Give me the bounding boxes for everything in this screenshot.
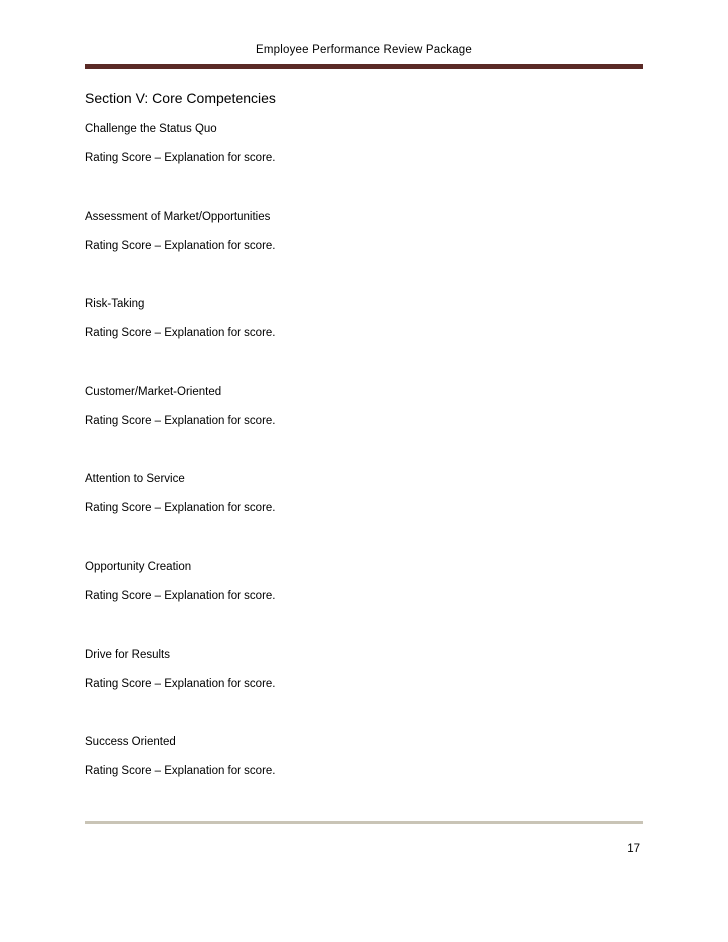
header-title: Employee Performance Review Package: [255, 44, 473, 56]
rating-line: Rating Score – Explanation for score.: [85, 239, 276, 252]
competency-item: [85, 386, 645, 474]
competency-name: Success Oriented: [85, 736, 176, 749]
rating-line: Rating Score – Explanation for score.: [85, 589, 276, 602]
competency-name: Assessment of Market/Opportunities: [85, 210, 271, 223]
rating-line: Rating Score – Explanation for score.: [85, 414, 276, 427]
competency-name: Customer/Market-Oriented: [85, 385, 222, 398]
competency-item: [85, 473, 645, 561]
footer-divider: [85, 821, 643, 824]
competency-item: [85, 649, 645, 737]
rating-line: Rating Score – Explanation for score.: [85, 327, 276, 340]
competency-list: [85, 123, 645, 824]
section-title: Section V: Core Competencies: [85, 90, 276, 106]
competency-item: [85, 211, 645, 299]
competency-item: [85, 561, 645, 649]
competency-item: [85, 736, 645, 824]
competency-name: Challenge the Status Quo: [85, 123, 217, 135]
competency-name: Risk-Taking: [85, 298, 145, 311]
header-divider: [85, 64, 643, 69]
rating-line: Rating Score – Explanation for score.: [85, 765, 276, 778]
competency-item: [85, 123, 645, 211]
rating-line: Rating Score – Explanation for score.: [85, 677, 276, 690]
page-number: 17: [627, 843, 640, 855]
rating-line: Rating Score – Explanation for score.: [85, 502, 276, 515]
competency-name: Drive for Results: [85, 648, 170, 661]
competency-name: Attention to Service: [85, 473, 185, 486]
competency-item: [85, 298, 645, 386]
rating-line: Rating Score – Explanation for score.: [85, 152, 276, 164]
competency-name: Opportunity Creation: [85, 560, 192, 573]
